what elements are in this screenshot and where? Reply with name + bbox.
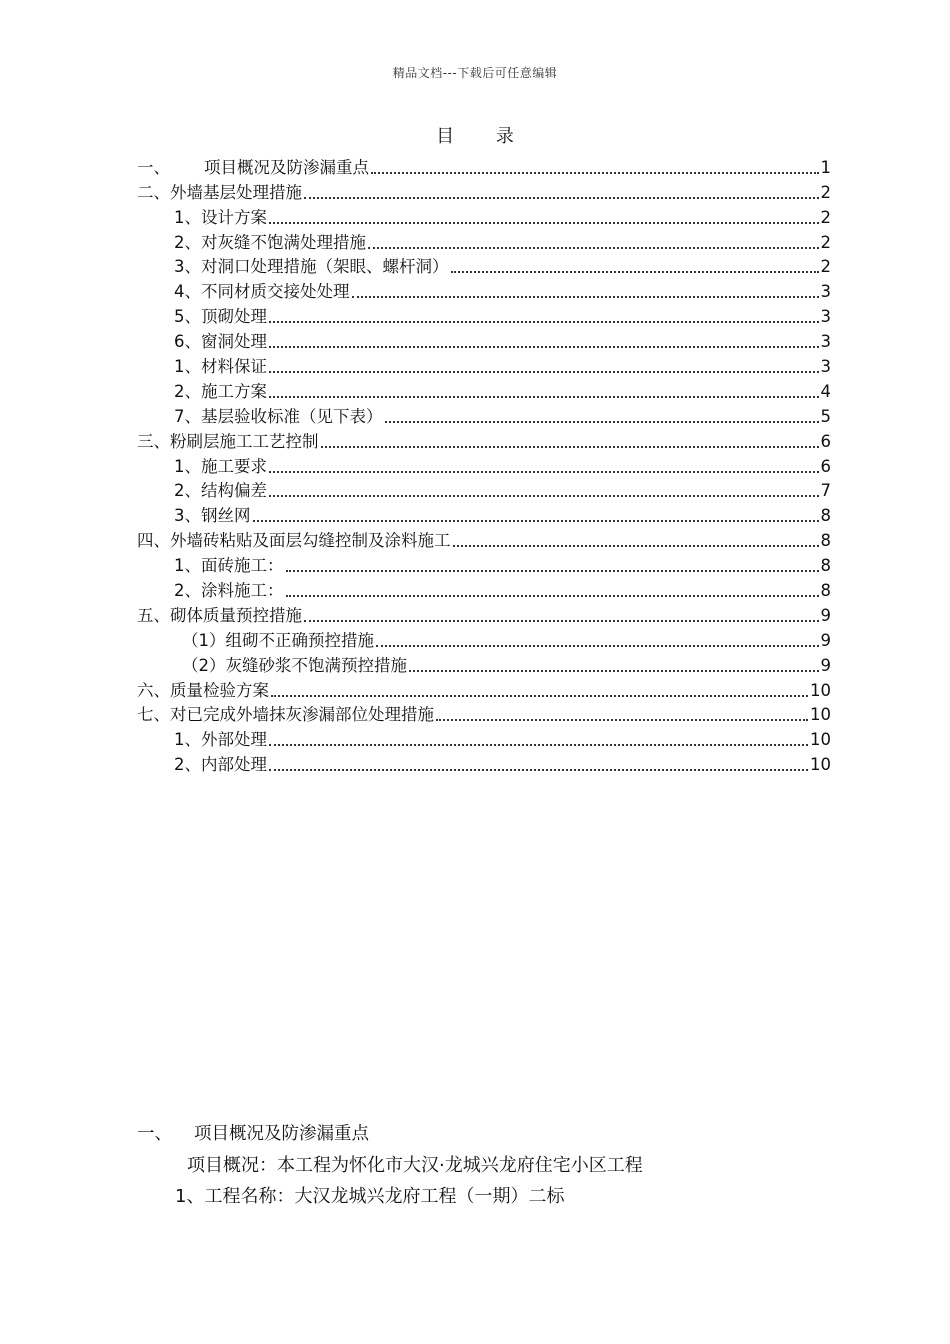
toc-entry[interactable] [137,551,831,576]
toc-page-number: 3 [820,307,831,327]
toc-entry[interactable] [137,676,831,701]
toc-entry-label: 二、外墙基层处理措施 [137,182,302,202]
toc-entry-label: 3、对洞口处理措施（架眼、螺杆洞） [174,257,449,277]
toc-dot-leader [269,768,808,771]
toc-dot-leader [304,196,819,199]
toc-entry[interactable] [137,427,831,452]
toc-entry[interactable] [137,203,831,228]
toc-dot-leader [409,669,819,672]
toc-entry-label: 1、材料保证 [174,357,267,377]
toc-entry-label: 1、外部处理 [174,730,267,750]
toc-dot-leader [368,246,819,249]
toc-entry[interactable] [137,626,831,651]
toc-dot-leader [451,270,819,273]
toc-entry-label: 2、内部处理 [174,755,267,775]
toc-entry[interactable] [137,725,831,750]
toc-entry-number: 一、 [137,157,170,177]
toc-entry[interactable] [137,402,831,427]
toc-page-number: 9 [820,605,831,625]
toc-page-number: 8 [820,506,831,526]
section-heading [137,1120,369,1145]
toc-page-number: 9 [820,630,831,650]
toc-dot-leader [269,470,819,473]
toc-entry[interactable] [137,228,831,253]
toc-page-number: 3 [820,332,831,352]
toc-dot-leader [304,619,819,622]
toc-page-number: 7 [820,481,831,501]
toc-page-number: 6 [820,431,831,451]
toc-entry[interactable] [137,153,831,178]
toc-dot-leader [269,345,819,348]
toc-page-number: 10 [810,705,831,725]
toc-entry[interactable] [137,302,831,327]
toc-entry[interactable] [137,253,831,278]
toc-page-number: 3 [820,357,831,377]
table-of-contents [137,153,831,775]
toc-title: 目 录 [436,126,532,147]
toc-dot-leader [269,743,808,746]
toc-page-number: 10 [810,730,831,750]
paragraph-project-overview: 项目概况：本工程为怀化市大汉·龙城兴龙府住宅小区工程 [187,1155,643,1176]
toc-page-number: 2 [820,207,831,227]
toc-dot-leader [253,519,819,522]
toc-dot-leader [271,694,808,697]
toc-entry-label: （2）灰缝砂浆不饱满预控措施 [182,655,407,675]
toc-entry[interactable] [137,601,831,626]
toc-entry-label: 四、外墙砖粘贴及面层勾缝控制及涂料施工 [137,531,451,551]
toc-entry-label: 7、基层验收标准（见下表） [174,406,383,426]
toc-dot-leader [269,370,819,373]
toc-dot-leader [269,494,819,497]
toc-entry-label: 六、质量检验方案 [137,680,269,700]
toc-page-number: 2 [820,182,831,202]
toc-page-number: 10 [810,755,831,775]
toc-dot-leader [269,221,819,224]
toc-entry[interactable] [137,750,831,775]
toc-entry[interactable] [137,327,831,352]
toc-entry[interactable] [137,178,831,203]
toc-dot-leader [321,445,819,448]
section-title: 项目概况及防渗漏重点 [194,1124,369,1144]
toc-dot-leader [269,320,819,323]
toc-entry-label [137,158,369,178]
toc-entry-label: 6、窗洞处理 [174,332,267,352]
toc-entry[interactable] [137,501,831,526]
toc-dot-leader [436,718,808,721]
toc-dot-leader [385,420,819,423]
toc-page-number: 2 [820,232,831,252]
toc-dot-leader [286,569,819,572]
toc-entry-label: 1、面砖施工： [174,556,284,576]
toc-entry[interactable] [137,452,831,477]
toc-dot-leader [453,544,819,547]
toc-page-number: 3 [820,282,831,302]
toc-page-number: 6 [820,456,831,476]
toc-entry-label: 4、不同材质交接处处理 [174,282,350,302]
page-header: 精品文档---下载后可任意编辑 [392,66,558,80]
toc-entry[interactable] [137,701,831,726]
toc-page-number: 8 [820,581,831,601]
toc-page-number: 10 [810,680,831,700]
toc-dot-leader [371,171,819,174]
paragraph-project-name: 1、工程名称：大汉龙城兴龙府工程（一期）二标 [175,1186,565,1207]
toc-entry-label: 2、施工方案 [174,381,267,401]
toc-entry-label: 五、砌体质量预控措施 [137,605,302,625]
toc-page-number: 8 [820,531,831,551]
toc-entry-label: 三、粉刷层施工工艺控制 [137,431,319,451]
toc-entry[interactable] [137,576,831,601]
toc-page-number: 8 [820,556,831,576]
toc-entry-label: 2、对灰缝不饱满处理措施 [174,232,366,252]
toc-entry[interactable] [137,477,831,502]
toc-entry-label: （1）组砌不正确预控措施 [182,630,374,650]
toc-dot-leader [376,644,819,647]
toc-page-number: 5 [820,406,831,426]
toc-entry[interactable] [137,526,831,551]
toc-entry[interactable] [137,277,831,302]
section-number: 一、 [137,1124,172,1144]
toc-entry-label: 七、对已完成外墙抹灰渗漏部位处理措施 [137,705,434,725]
toc-dot-leader [269,395,819,398]
toc-page-number: 4 [820,381,831,401]
toc-entry[interactable] [137,377,831,402]
toc-entry-label: 5、顶砌处理 [174,307,267,327]
toc-entry-label: 3、钢丝网 [174,506,251,526]
toc-page-number: 2 [820,257,831,277]
toc-entry-label: 1、设计方案 [174,207,267,227]
toc-entry-title: 项目概况及防渗漏重点 [204,157,369,177]
toc-entry-label: 2、结构偏差 [174,481,267,501]
toc-dot-leader [352,295,819,298]
toc-dot-leader [286,594,819,597]
toc-page-number: 1 [820,157,831,177]
toc-entry[interactable] [137,651,831,676]
toc-entry-label: 1、施工要求 [174,456,267,476]
toc-page-number: 9 [820,655,831,675]
toc-entry[interactable] [137,352,831,377]
toc-entry-label: 2、涂料施工： [174,581,284,601]
